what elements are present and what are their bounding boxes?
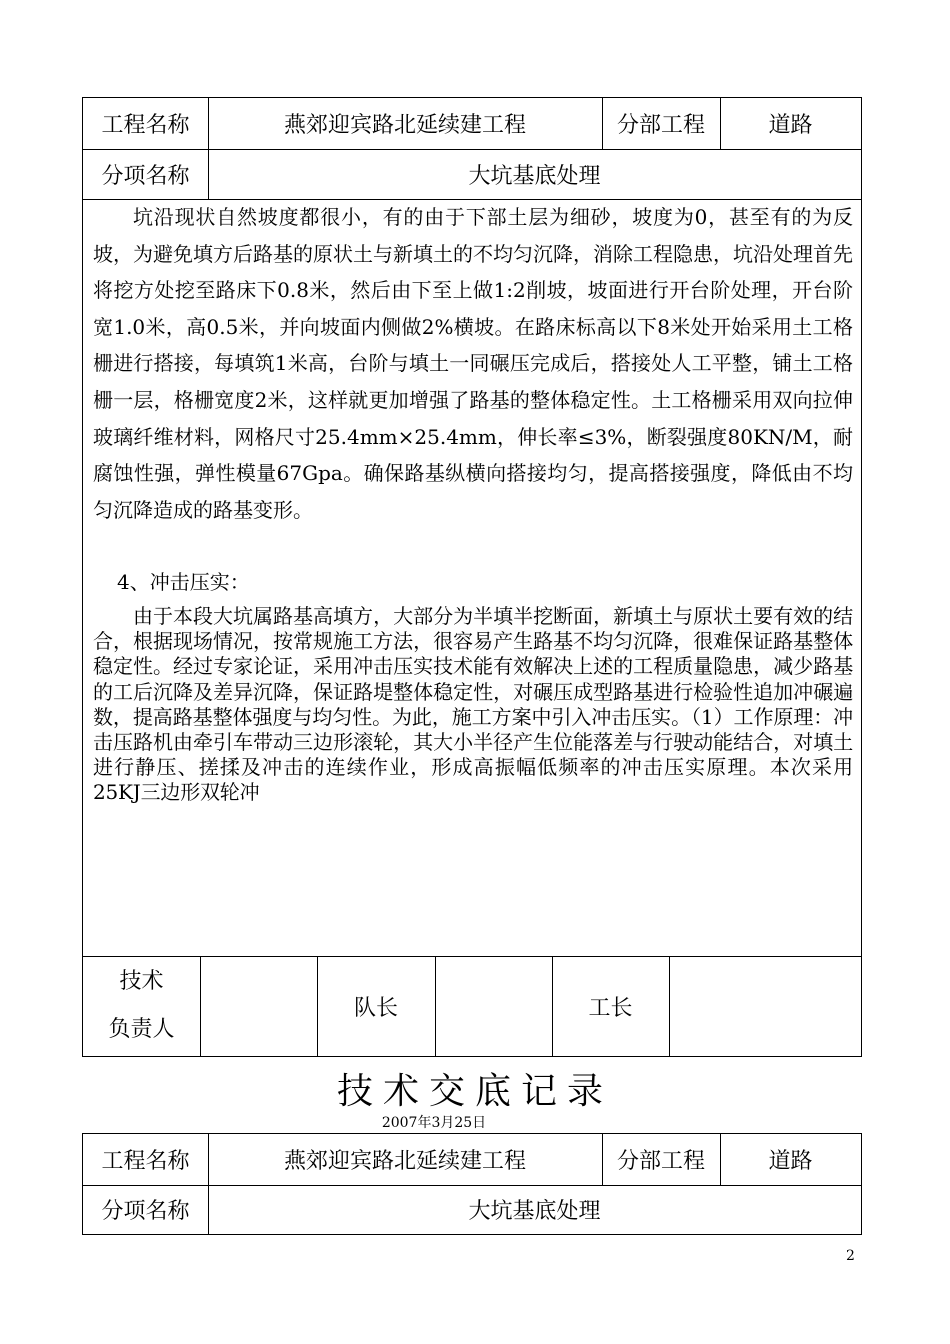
- division-value-2: 道路: [768, 1149, 813, 1174]
- foreman-signature[interactable]: [669, 956, 861, 1056]
- division-label-2: 分部工程: [616, 1149, 705, 1174]
- project-name-value-2: 燕郊迎宾路北延续建工程: [283, 1149, 526, 1174]
- header-table-2: [82, 1133, 862, 1235]
- page-number: 2: [846, 1248, 855, 1264]
- captain-label: 队长: [353, 995, 398, 1021]
- item-value-2: 大坑基底处理: [468, 1199, 601, 1224]
- division-value: 道路: [768, 113, 813, 138]
- record-date: 2007年3月25日: [381, 1115, 487, 1131]
- item-label: 分项名称: [101, 163, 190, 189]
- item-value: 大坑基底处理: [468, 163, 601, 189]
- record-title: 技术交底记录: [336, 1071, 613, 1112]
- paragraph-geogrid: 坑沿现状自然坡度都很小，有的由于下部土层为细砂，坡度为0，甚至有的为反坡，为避免填方后路基的原状土与新填土的不均匀沉降，消除工程隐患，坑沿处理首先将挖方处挖至路床下0.8米，然后由下至上做1:2削坡，坡面进行开台阶处理，开台阶宽1.0米，高0.5米，并向坡面内侧做2%横坡。在路床标高以下8米处开始采用土工格栅进行搭接，每填筑1米高，台阶与填土一同碾压完成后，搭接处人工平整，铺土工格栅一层，格栅宽度2米，这样就更加增强了路基的整体稳定性。土工格栅采用双向拉伸玻璃纤维材料，网格尺寸25.4mm×25.4mm，伸长率≤3%，断裂强度80KN/M，耐腐蚀性强，弹性模量67Gpa。确保路基纵横向搭接均匀，提高搭接强度，降低由不均匀沉降造成的路基变形。: [93, 205, 853, 522]
- captain-signature[interactable]: [435, 956, 552, 1056]
- tech-lead-signature[interactable]: [200, 956, 317, 1056]
- item-label-2: 分项名称: [101, 1199, 190, 1224]
- project-name-label-2: 工程名称: [101, 1149, 190, 1174]
- heading-impact-compaction: 4、冲击压实：: [117, 570, 250, 594]
- foreman-label: 工长: [588, 995, 633, 1021]
- project-name-value: 燕郊迎宾路北延续建工程: [283, 113, 526, 138]
- tech-lead-label: 技术 负责人: [108, 969, 175, 1042]
- division-label: 分部工程: [616, 113, 705, 138]
- content-area: [83, 199, 861, 956]
- signature-row: [83, 956, 861, 1056]
- header-table: [82, 97, 862, 1057]
- project-name-label: 工程名称: [101, 113, 190, 138]
- paragraph-impact-compaction: 由于本段大坑属路基高填方，大部分为半填半挖断面，新填土与原状土要有效的结合，根据现场情况，按常规施工方法，很容易产生路基不均匀沉降，很难保证路基整体稳定性。经过专家论证，采用冲击压实技术能有效解决上述的工程质量隐患，减少路基的工后沉降及差异沉降，保证路堤整体稳定性，对碾压成型路基进行检验性追加冲碾遍数，提高路基整体强度与均匀性。为此，施工方案中引入冲击压实。（1）工作原理：冲击压路机由牵引车带动三边形滚轮，其大小半径产生位能落差与行驶动能结合，对填土进行静压、搓揉及冲击的连续作业，形成高振幅低频率的冲击压实原理。本次采用25KJ三边形双轮冲: [93, 604, 853, 805]
